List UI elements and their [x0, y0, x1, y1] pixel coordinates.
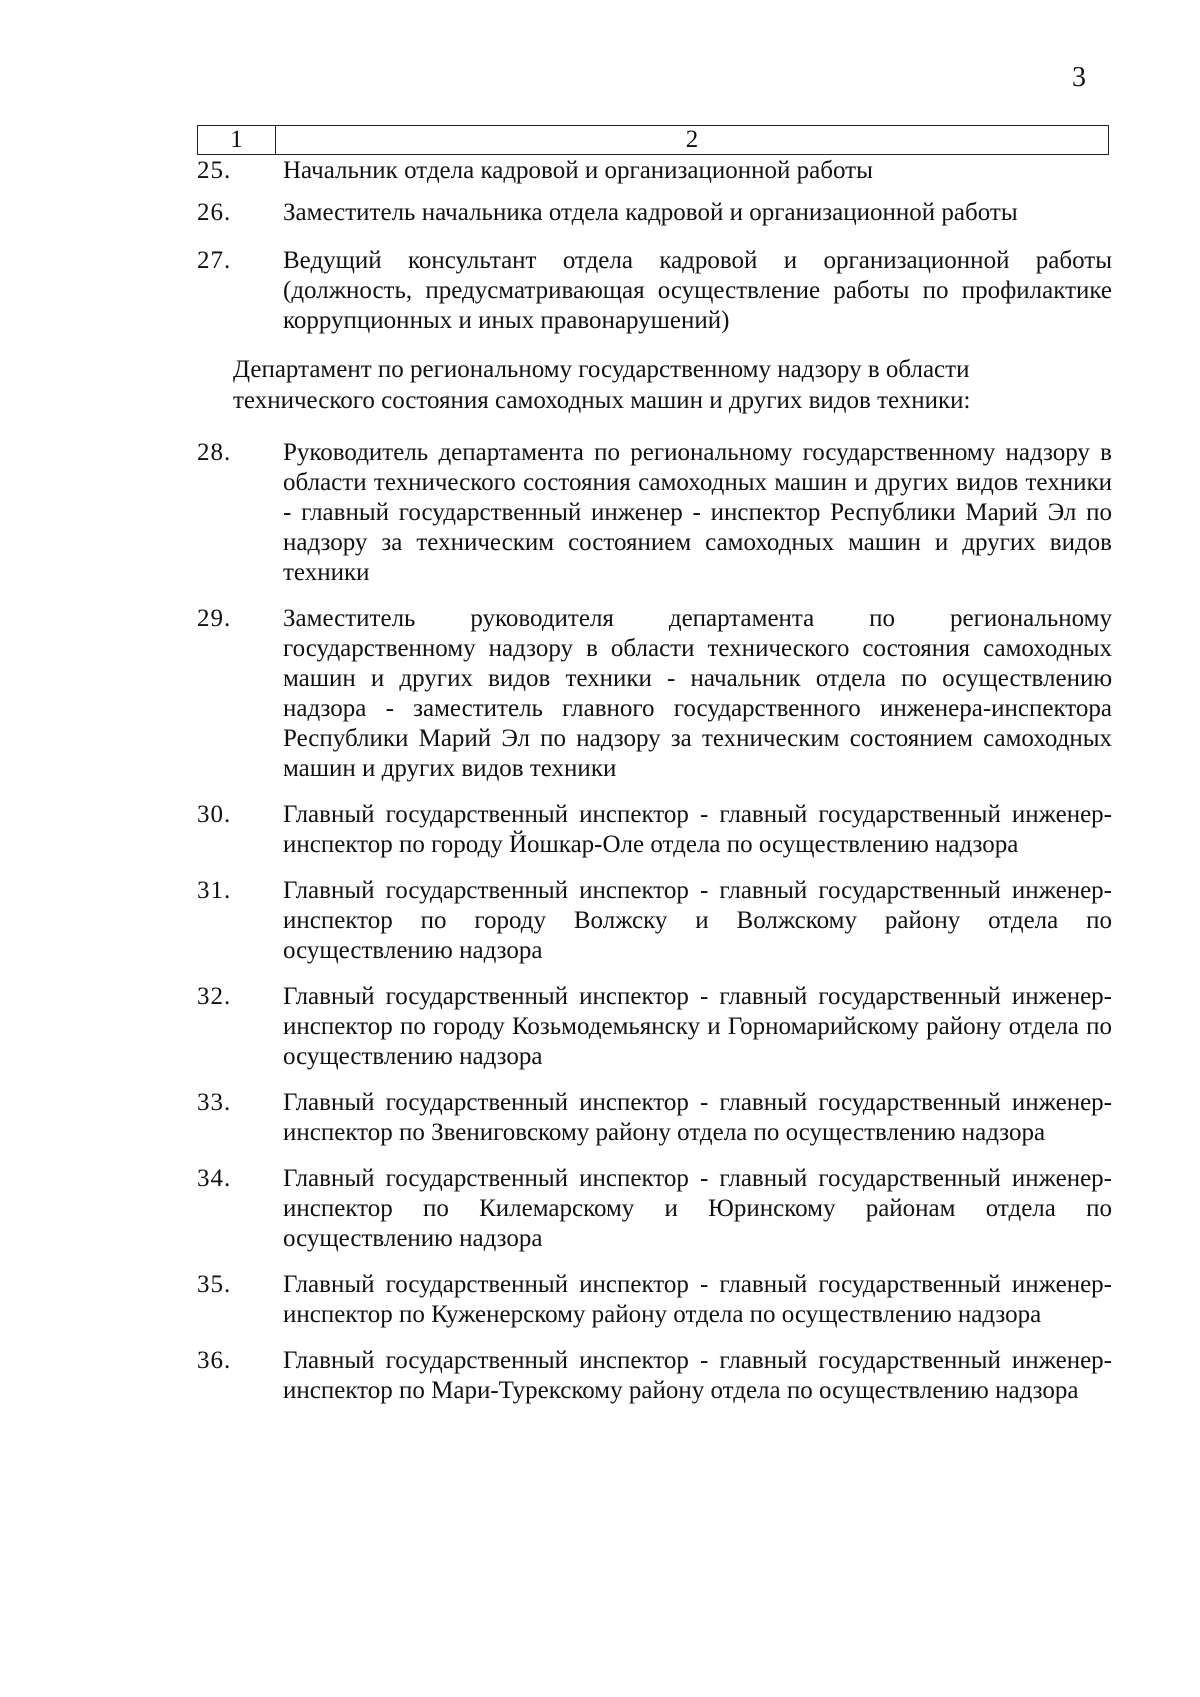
list-item	[197, 246, 1112, 336]
item-number: 35.	[197, 1271, 232, 1298]
list-item	[197, 438, 1112, 588]
section-heading: Департамент по региональному государственному надзору в области технического состояния самоходных машин и других видов техники:	[233, 356, 971, 414]
item-text: Главный государственный инспектор - главный государственный инженер-инспектор по городу Волжску и Волжскому району отдела по осуществлению надзора	[283, 877, 1112, 964]
item-number: 28.	[197, 439, 232, 466]
item-text: Ведущий консультант отдела кадровой и организационной работы (должность, предусматривающая осуществление работы по профилактике коррупционных и иных правонарушений)	[283, 247, 1112, 334]
list-item	[197, 982, 1112, 1072]
list-item	[197, 156, 1112, 186]
item-text: Начальник отдела кадровой и организационной работы	[283, 157, 873, 184]
list-item	[197, 604, 1112, 784]
item-number: 26.	[197, 199, 232, 226]
item-number: 30.	[197, 801, 232, 828]
list-item	[197, 1088, 1112, 1148]
item-text: Главный государственный инспектор - главный государственный инженер-инспектор по Куженерскому району отдела по осуществлению надзора	[283, 1271, 1112, 1328]
document-body	[197, 156, 1112, 1406]
item-number: 29.	[197, 605, 232, 632]
list-item	[197, 800, 1112, 860]
item-text: Главный государственный инспектор - главный государственный инженер-инспектор по Мари-Турекскому району отдела по осуществлению надзора	[283, 1347, 1112, 1404]
item-text: Главный государственный инспектор - главный государственный инженер-инспектор по городу Йошкар-Оле отдела по осуществлению надзора	[283, 801, 1112, 858]
item-number: 36.	[197, 1347, 232, 1374]
item-number: 25.	[197, 157, 232, 184]
list-item	[197, 876, 1112, 966]
item-number: 32.	[197, 983, 232, 1010]
table-header-col-2: 2	[685, 126, 699, 153]
item-text: Главный государственный инспектор - главный государственный инженер-инспектор по городу Козьмодемьянску и Горномарийскому району отдела по осуществлению надзора	[283, 983, 1112, 1070]
item-number: 33.	[197, 1089, 232, 1116]
list-item	[197, 1270, 1112, 1330]
item-text: Заместитель руководителя департамента по региональному государственному надзору в области технического состояния самоходных машин и других видов техники - начальник отдела по осуществлению надзора - заместитель главного государственного инженера-инспектора Республики Марий Эл по надзору за техническим состоянием самоходных машин и других видов техники	[283, 605, 1112, 782]
item-number: 34.	[197, 1165, 232, 1192]
item-number: 31.	[197, 877, 232, 904]
table-header-col-1: 1	[198, 126, 276, 154]
page-number: 3	[1072, 62, 1086, 93]
list-item	[197, 1164, 1112, 1254]
item-number: 27.	[197, 247, 232, 274]
item-text: Руководитель департамента по региональному государственному надзору в области технического состояния самоходных машин и других видов техники - главный государственный инженер - инспектор Республики Марий Эл по надзору за техническим состоянием самоходных машин и других видов техники	[283, 439, 1112, 586]
table-header-row	[197, 125, 1109, 155]
item-text: Главный государственный инспектор - главный государственный инженер-инспектор по Килемарскому и Юринскому районам отдела по осуществлению надзора	[283, 1165, 1112, 1252]
list-item	[197, 1346, 1112, 1406]
item-text: Заместитель начальника отдела кадровой и организационной работы	[283, 199, 1018, 226]
list-item	[197, 198, 1112, 228]
item-text: Главный государственный инспектор - главный государственный инженер-инспектор по Звениговскому району отдела по осуществлению надзора	[283, 1089, 1112, 1146]
